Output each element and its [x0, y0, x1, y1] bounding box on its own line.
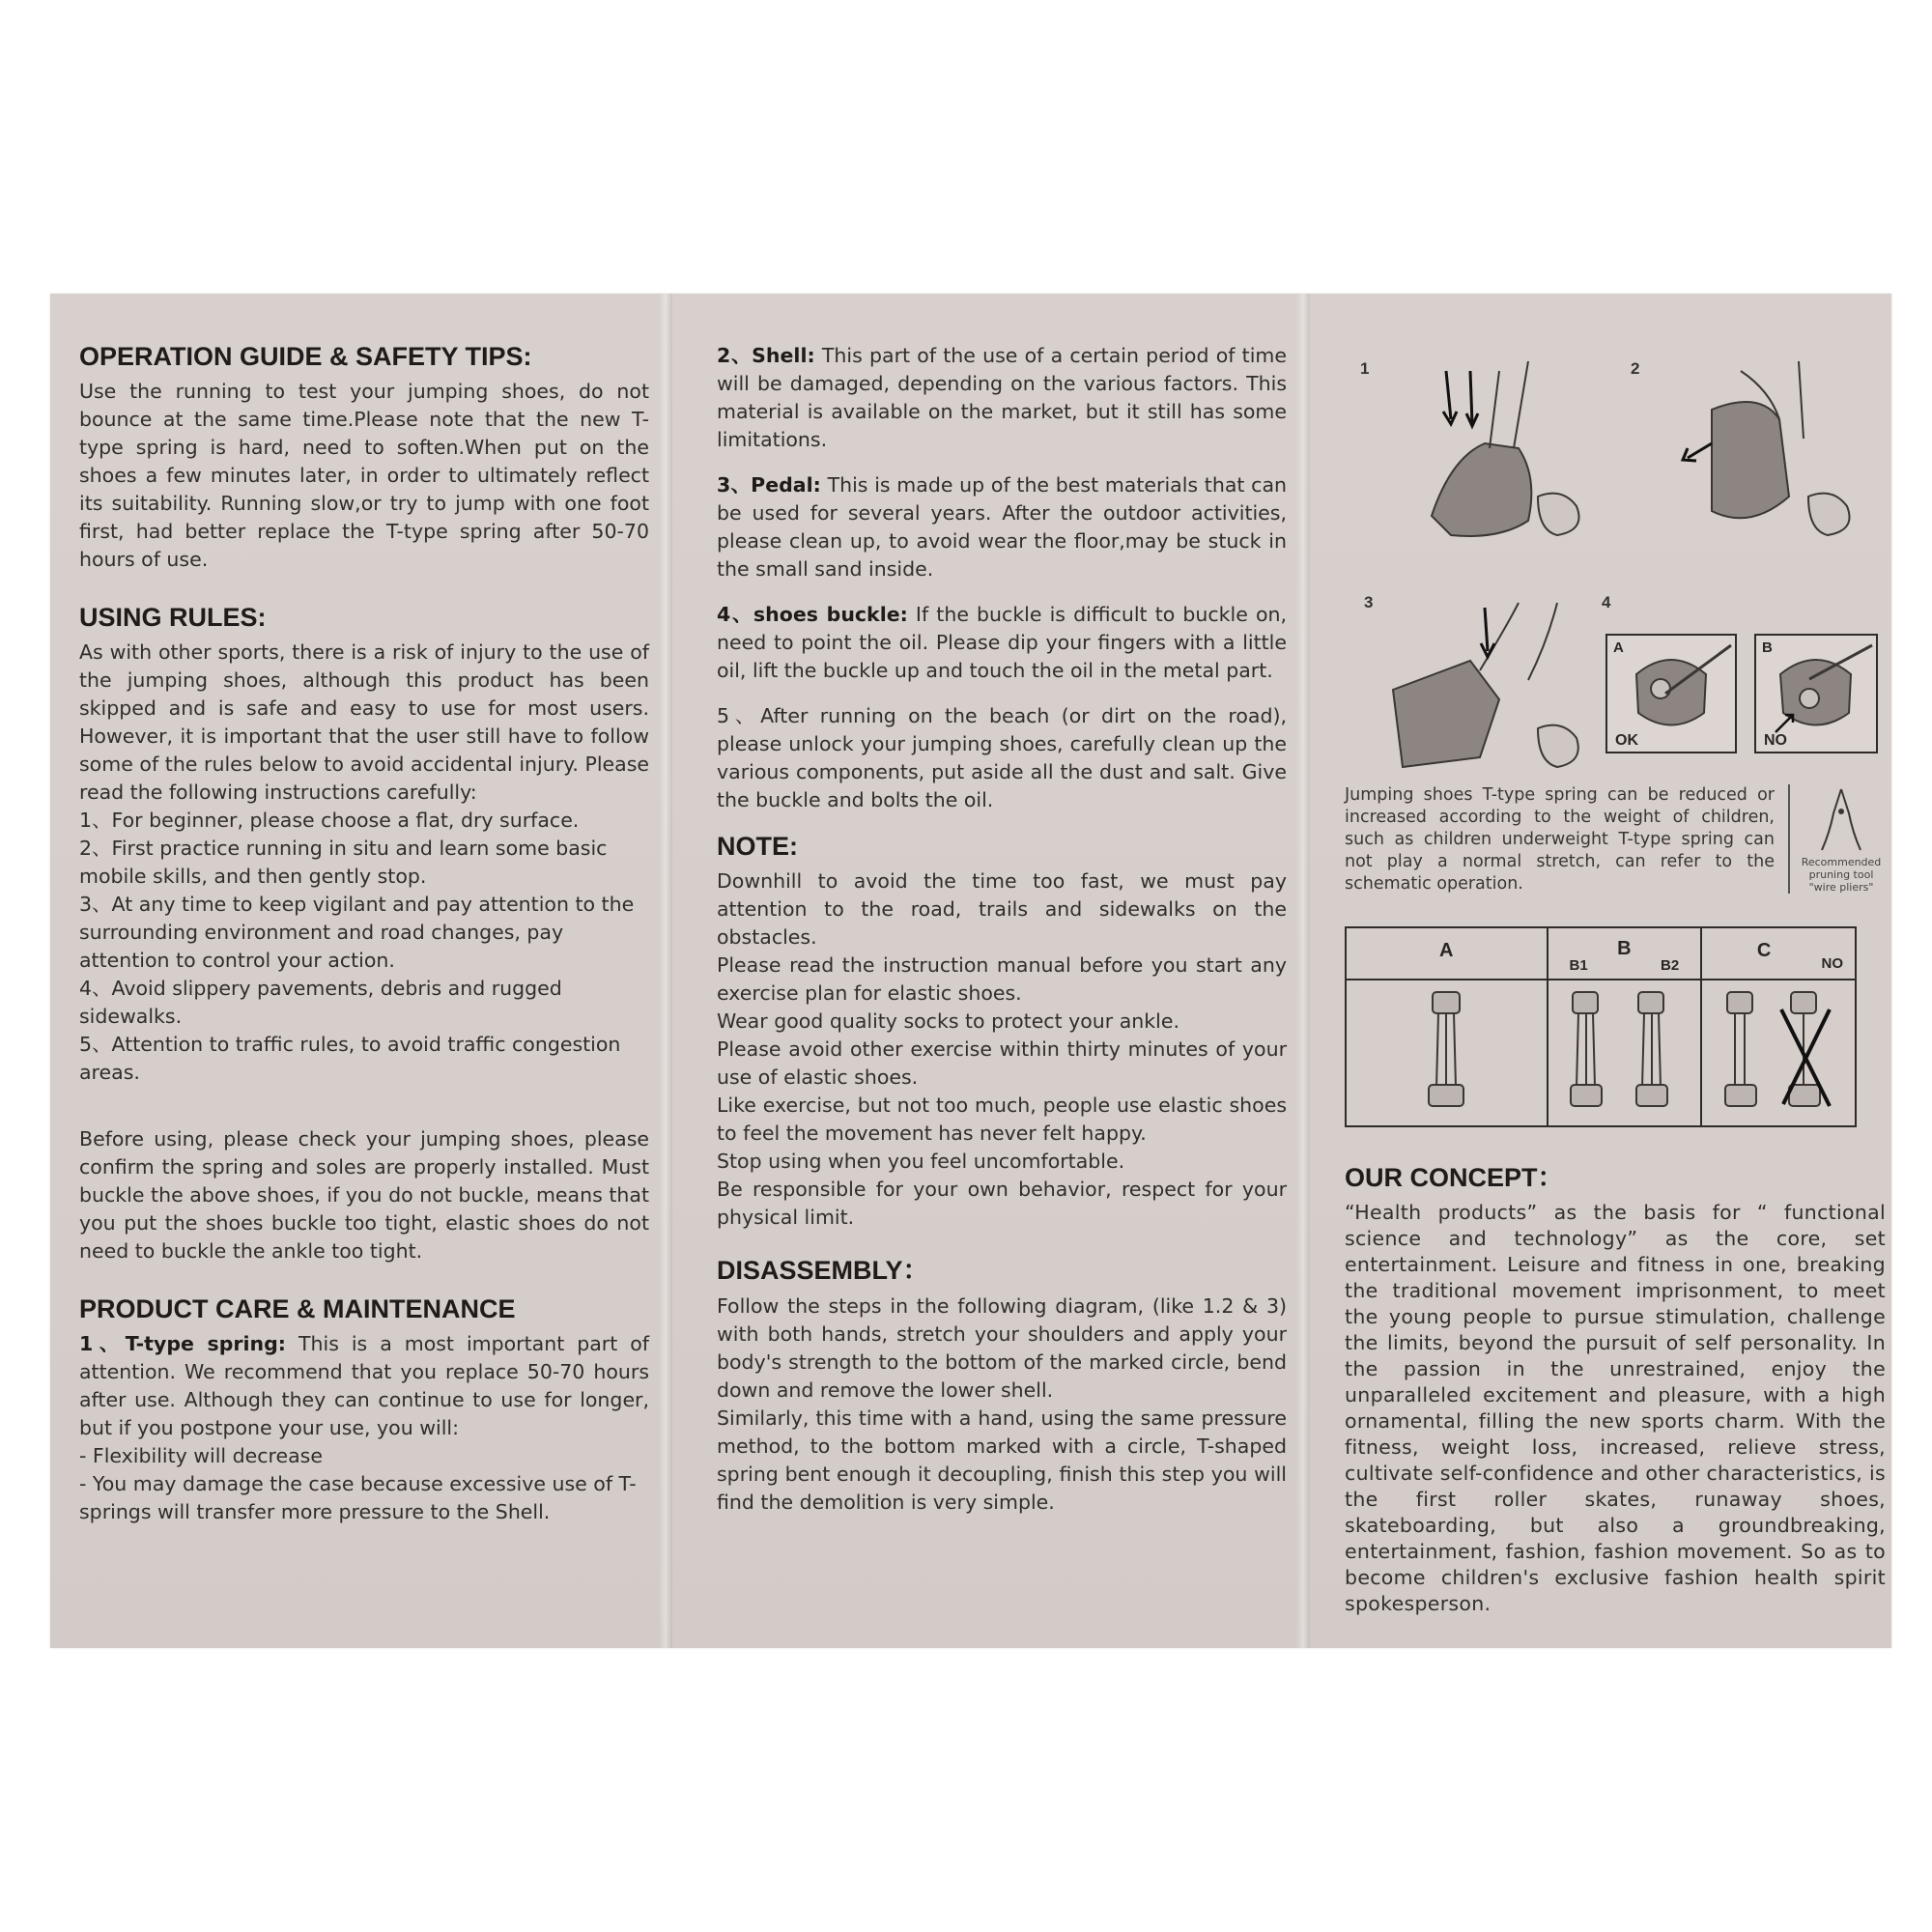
care-item-2: [717, 342, 1287, 454]
figure-1-illustration: [1393, 352, 1605, 554]
note-heading: NOTE:: [717, 832, 798, 861]
tool-caption: Recommended pruning tool "wire pliers": [1801, 856, 1882, 894]
figure-2-illustration: [1654, 352, 1876, 554]
care-item-1-label: 1、T-type spring:: [79, 1332, 286, 1355]
note-line: Please read the instruction manual before you start any exercise plan for elastic shoes.: [717, 953, 1287, 1005]
note-line: Downhill to avoid the time too fast, we must pay attention to the road, trails and sidewalks on the obstacles.: [717, 869, 1287, 949]
wire-pliers-icon: [1812, 784, 1870, 852]
care-item-text: This part of the use of a certain period of time will be damaged, depending on the various factors. This material is available on the market, but it still has some limitations.: [717, 344, 1287, 451]
care-bullet: - Flexibility will decrease: [79, 1444, 323, 1467]
care-item-label: 3、Pedal:: [717, 473, 821, 497]
disassembly-line: Similarly, this time with a hand, using the same pressure method, to the bottom marked with a circle, T-shaped spring bent enough it decoupling, finish this step you will find the demolition is very simple.: [717, 1406, 1287, 1514]
figure-3-illustration: [1364, 583, 1596, 777]
our-concept-heading: OUR CONCEPT：: [1345, 1163, 1564, 1192]
col-b-label: B: [1617, 938, 1632, 959]
spring-a-cell: [1346, 980, 1548, 1126]
spring-note-text: Jumping shoes T-type spring can be reduced or increased according to the weight of children, such as children underweight T-type spring can not play a normal stretch, can refer to the schematic operation.: [1345, 785, 1775, 894]
figure-4b-label: B: [1762, 639, 1773, 656]
panel-right: [1345, 352, 1886, 1617]
col-b2-label: B2: [1661, 957, 1680, 974]
disassembly-heading: DISASSEMBLY：: [717, 1256, 929, 1285]
care-item-text: If the buckle is difficult to buckle on, need to point the oil. Please dip your fingers with a little oil, lift the buckle up and touch the oil in the metal part.: [717, 603, 1287, 682]
fold-line: [659, 294, 672, 1648]
figure-4a-label: A: [1613, 639, 1624, 656]
col-a-label: A: [1439, 940, 1454, 961]
col-b1-label: B1: [1569, 957, 1588, 974]
wire-pliers-tool: [1788, 784, 1885, 894]
figure-4b-box: [1754, 634, 1878, 753]
t-spring-c-drawing: [1706, 980, 1851, 1116]
note-line: Like exercise, but not too much, people use elastic shoes to feel the movement has never felt happy.: [717, 1094, 1287, 1145]
care-item-1: [79, 1330, 649, 1442]
care-item-label: 2、Shell:: [717, 344, 815, 367]
figure-row-1: [1345, 352, 1886, 554]
panel-left: [79, 342, 649, 1526]
care-item-text: 5、After running on the beach (or dirt on the road), please unlock your jumping shoes, carefully clean up the various components, put aside all the dust and salt. Give the buckle and bolts the oil.: [717, 704, 1287, 811]
spring-c-cell: [1701, 980, 1856, 1126]
care-item-3: [717, 471, 1287, 583]
table-header-a: [1346, 927, 1548, 980]
spring-note-block: [1345, 784, 1886, 895]
care-item-5: [717, 702, 1287, 814]
note-line: Stop using when you feel uncomfortable.: [717, 1150, 1125, 1173]
operation-guide-heading: OPERATION GUIDE & SAFETY TIPS:: [79, 342, 532, 371]
figure-number: 1: [1360, 359, 1370, 378]
operation-guide-text: Use the running to test your jumping shoes, do not bounce at the same time.Please note that the new T-type spring is hard, need to soften.When put on the shoes a few minutes later, in order to ultimately reflect its suitability. Running slow,or try to jump with one foot first, had better replace the T-type spring after 50-70 hours of use.: [79, 380, 649, 571]
rule-item: 3、At any time to keep vigilant and pay attention to the surrounding environment and road changes, pay attention to control your action.: [79, 893, 635, 972]
t-spring-a-drawing: [1398, 980, 1494, 1116]
col-c-label: C: [1756, 940, 1772, 961]
rule-item: 1、For beginner, please choose a flat, dry surface.: [79, 809, 580, 832]
care-item-text: This is made up of the best materials that can be used for several years. After the outdoor activities, please clean up, to avoid wear the floor,may be stuck in the small sand inside.: [717, 473, 1287, 581]
spring-b-cell: [1548, 980, 1702, 1126]
t-spring-b-drawing: [1551, 980, 1696, 1116]
rule-item: 2、First practice running in situ and learn some basic mobile skills, and then gently stop.: [79, 837, 608, 888]
care-item-label: 4、shoes buckle:: [717, 603, 908, 626]
note-line: Wear good quality socks to protect your ankle.: [717, 1009, 1179, 1033]
our-concept-text: “Health products” as the basis for “ functional science and technology” as the core, set entertainment. Leisure and fitness in one, breaking the traditional movement imprisonment, to meet the young people to pursue stimulation, challenge the limits, beyond the pursuit of self personality. In the passion in the unrestrained, enjoy the unparalleled excitement and pleasure, with a high ornamental, filling the new sports charm. With the fitness, weight loss, increased, relieve stress, cultivate self-confidence and other characteristics, is the first roller skates, runaway shoes, skateboarding, but also a groundbreaking, entertainment, fashion, fashion movement. So as to become children's exclusive fashion health spirit spokesperson.: [1345, 1201, 1886, 1615]
rule-item: 5、Attention to traffic rules, to avoid traffic congestion areas.: [79, 1033, 621, 1084]
note-line: Please avoid other exercise within thirty minutes of your use of elastic shoes.: [717, 1037, 1287, 1089]
care-item-4: [717, 601, 1287, 685]
care-item-1-text: This is a most important part of attention. We recommend that you replace 50-70 hours after use. Although they can continue to use for longer, but if you postpone your use, you will:: [79, 1332, 649, 1439]
before-using-text: Before using, please check your jumping shoes, please confirm the spring and soles are properly installed. Must buckle the above shoes, if you do not buckle, means that you put the shoes buckle too tight, elastic shoes do not need to buckle the ankle too tight.: [79, 1127, 649, 1263]
care-bullet: - You may damage the case because excessive use of T-springs will transfer more pressure to the Shell.: [79, 1472, 637, 1523]
using-rules-intro: As with other sports, there is a risk of injury to the use of the jumping shoes, although this product has been skipped and is safe and easy to use for most users. However, it is important that the user still have to follow some of the rules below to avoid accidental injury. Please read the following instructions carefully:: [79, 640, 649, 804]
rule-item: 4、Avoid slippery pavements, debris and rugged sidewalks.: [79, 977, 562, 1028]
using-rules-heading: USING RULES:: [79, 603, 267, 632]
figure-4a-box: [1605, 634, 1737, 753]
disassembly-line: Follow the steps in the following diagram, (like 1.2 & 3) with both hands, stretch your shoulders and apply your body's strength to the bottom of the marked circle, bend down and remove the lower shell.: [717, 1294, 1287, 1402]
panel-middle: [717, 342, 1287, 1517]
figure-number: 4: [1602, 593, 1611, 611]
spring-adjust-table: [1345, 926, 1857, 1127]
figure-number: 3: [1364, 593, 1374, 611]
table-header-c: [1701, 927, 1856, 980]
figure-row-2: [1345, 583, 1886, 777]
table-header-b: [1548, 927, 1702, 980]
fold-line: [1296, 294, 1310, 1648]
brochure-sheet: [50, 294, 1891, 1648]
figure-4b-no-label: NO: [1764, 732, 1787, 749]
note-line: Be responsible for your own behavior, respect for your physical limit.: [717, 1178, 1287, 1229]
col-c-no-label: NO: [1821, 955, 1843, 972]
figure-4a-ok-label: OK: [1615, 732, 1638, 749]
figure-number: 2: [1631, 359, 1640, 378]
product-care-heading: PRODUCT CARE & MAINTENANCE: [79, 1294, 516, 1323]
